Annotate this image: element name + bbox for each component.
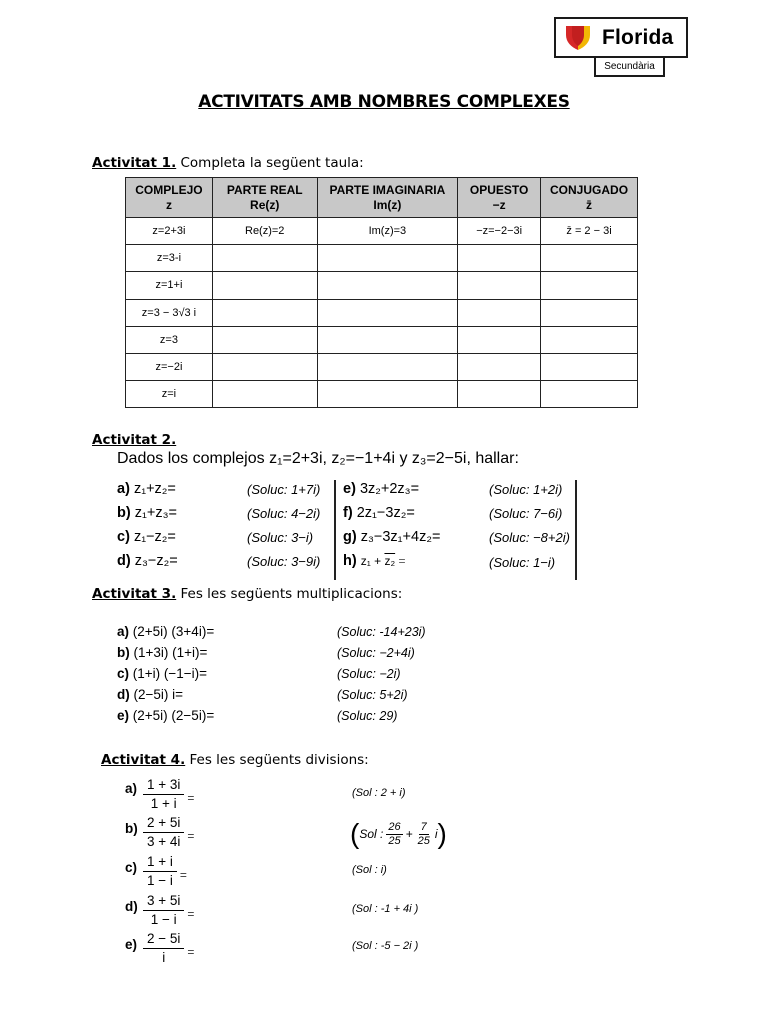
page-title: ACTIVITATS AMB NOMBRES COMPLEXES — [198, 92, 570, 112]
act2-sol-g: (Soluc: −8+2i) — [489, 530, 570, 545]
activitat-1-label: Activitat 1. — [92, 155, 177, 171]
activitat-1-heading — [92, 155, 364, 171]
act3-sol-b: (Soluc: −2+4i) — [337, 646, 415, 660]
act4-label-e: e) — [125, 937, 138, 952]
act4-label-b: b) — [125, 821, 138, 836]
activitat-1-text: Completa la següent taula: — [176, 155, 364, 171]
act4-sol-e: (Sol : -5 − 2i ) — [352, 940, 419, 952]
table-cell — [541, 326, 638, 353]
act3-item-e: e) (2+5i) (2−5i)= — [117, 708, 215, 723]
act4-label-d: d) — [125, 899, 138, 914]
act4-fraction-e: $\frac{2 - 5i}{i}$ = — [143, 930, 194, 967]
act2-item-a: a) z₁+z₂= — [117, 481, 176, 497]
table-cell: z=3 − 3√3 i — [126, 299, 213, 326]
act2-divider-2 — [575, 480, 577, 580]
table-cell — [541, 272, 638, 299]
act2-item-d: d) z₃−z₂= — [117, 553, 178, 569]
table-row — [126, 326, 638, 353]
table-cell — [541, 353, 638, 380]
activitat-2-statement: Dados los complejos z₁=2+3i, z₂=−1+4i y z₃=2−5i, hallar: — [117, 450, 519, 467]
table-row — [126, 218, 638, 245]
table-cell — [212, 326, 317, 353]
table-cell: z=2+3i — [126, 218, 213, 245]
table-header-cell: OPUESTO −z — [458, 178, 541, 218]
activitat-2-heading — [92, 432, 176, 448]
act2-sol-c: (Soluc: 3−i) — [247, 530, 314, 545]
activitat-4-heading — [101, 752, 369, 768]
table-cell — [458, 272, 541, 299]
table-cell: z=−2i — [126, 353, 213, 380]
activitat-4-text: Fes les següents divisions: — [185, 752, 369, 768]
act4-fraction-b: $\frac{2 + 5i}{3 + 4i}$ = — [143, 814, 194, 851]
table-cell — [212, 353, 317, 380]
act2-item-g: g) z₃−3z₁+4z₂= — [343, 529, 441, 545]
act4-fraction-d: $\frac{3 + 5i}{1 - i}$ = — [143, 892, 194, 929]
table-cell — [458, 353, 541, 380]
act2-sol-f: (Soluc: 7−6i) — [489, 506, 563, 521]
act4-sol-d: (Sol : -1 + 4i ) — [352, 903, 419, 915]
act4-fraction-a: $\frac{1 + 3i}{1 + i}$ = — [143, 776, 194, 813]
table-cell: z=3-i — [126, 245, 213, 272]
table-cell — [317, 245, 458, 272]
act3-item-b: b) (1+3i) (1+i)= — [117, 645, 208, 660]
table-cell — [541, 381, 638, 408]
act3-item-a: a) (2+5i) (3+4i)= — [117, 624, 215, 639]
table-cell: Re(z)=2 — [212, 218, 317, 245]
act2-item-c: c) z₁−z₂= — [117, 529, 176, 545]
act2-sol-e: (Soluc: 1+2i) — [489, 482, 563, 497]
activitat-3-label: Activitat 3. — [92, 586, 177, 602]
act4-sol-b: ( Sol : $\frac{26}{25}$ + $\frac{7}{25}$ i ) — [350, 818, 447, 849]
table-cell — [458, 326, 541, 353]
act2-sol-b: (Soluc: 4−2i) — [247, 506, 321, 521]
act2-divider-1 — [334, 480, 336, 580]
florida-shield-icon — [564, 23, 592, 53]
table-cell: z=1+i — [126, 272, 213, 299]
act2-item-h: h) z₁ + z₂ = — [343, 553, 406, 569]
table-cell — [541, 299, 638, 326]
table-cell: z̄ = 2 − 3i — [541, 218, 638, 245]
table-cell — [212, 245, 317, 272]
activitat-4-label: Activitat 4. — [101, 752, 186, 768]
act4-label-c: c) — [125, 860, 138, 875]
act4-sol-c: (Sol : i) — [352, 864, 387, 876]
act3-sol-d: (Soluc: 5+2i) — [337, 688, 408, 702]
act4-fraction-c: $\frac{1 + i}{1 - i}$ = — [143, 853, 187, 890]
activitat-3-heading — [92, 586, 402, 602]
activitat-3-text: Fes les següents multiplicacions: — [176, 586, 403, 602]
act4-sol-a: (Sol : 2 + i) — [352, 787, 406, 799]
table-cell — [317, 272, 458, 299]
table-cell: z=i — [126, 381, 213, 408]
table-cell — [317, 353, 458, 380]
act3-sol-c: (Soluc: −2i) — [337, 667, 401, 681]
table-header-cell: PARTE IMAGINARIA Im(z) — [317, 178, 458, 218]
act4-label-a: a) — [125, 781, 138, 796]
table-header-cell: PARTE REAL Re(z) — [212, 178, 317, 218]
table-cell — [317, 381, 458, 408]
act2-item-e: e) 3z₂+2z₃= — [343, 481, 420, 497]
table-row — [126, 353, 638, 380]
table-cell — [317, 326, 458, 353]
complex-table — [125, 177, 638, 408]
logo-subtitle: Secundària — [594, 58, 665, 77]
act3-item-d: d) (2−5i) i= — [117, 687, 184, 702]
table-cell: Im(z)=3 — [317, 218, 458, 245]
table-row — [126, 272, 638, 299]
act2-sol-h: (Soluc: 1−i) — [489, 555, 556, 570]
table-cell: z=3 — [126, 326, 213, 353]
table-cell — [458, 381, 541, 408]
act2-sol-d: (Soluc: 3−9i) — [247, 554, 321, 569]
table-cell — [212, 272, 317, 299]
logo — [554, 17, 688, 58]
table-row — [126, 381, 638, 408]
table-row — [126, 245, 638, 272]
table-header-row — [126, 178, 638, 218]
act2-item-b: b) z₁+z₃= — [117, 505, 177, 521]
table-cell — [317, 299, 458, 326]
table-cell — [212, 381, 317, 408]
act3-sol-e: (Soluc: 29) — [337, 709, 398, 723]
act3-sol-a: (Soluc: -14+23i) — [337, 625, 426, 639]
table-header-cell: CONJUGADO z̄ — [541, 178, 638, 218]
table-cell — [541, 245, 638, 272]
logo-name: Florida — [602, 25, 674, 49]
act2-item-f: f) 2z₁−3z₂= — [343, 505, 415, 521]
table-cell: −z=−2−3i — [458, 218, 541, 245]
table-cell — [458, 299, 541, 326]
table-row — [126, 299, 638, 326]
act3-item-c: c) (1+i) (−1−i)= — [117, 666, 208, 681]
table-header-cell: COMPLEJO z — [126, 178, 213, 218]
table-cell — [212, 299, 317, 326]
table-cell — [458, 245, 541, 272]
act2-sol-a: (Soluc: 1+7i) — [247, 482, 321, 497]
activitat-2-label: Activitat 2. — [92, 432, 177, 448]
